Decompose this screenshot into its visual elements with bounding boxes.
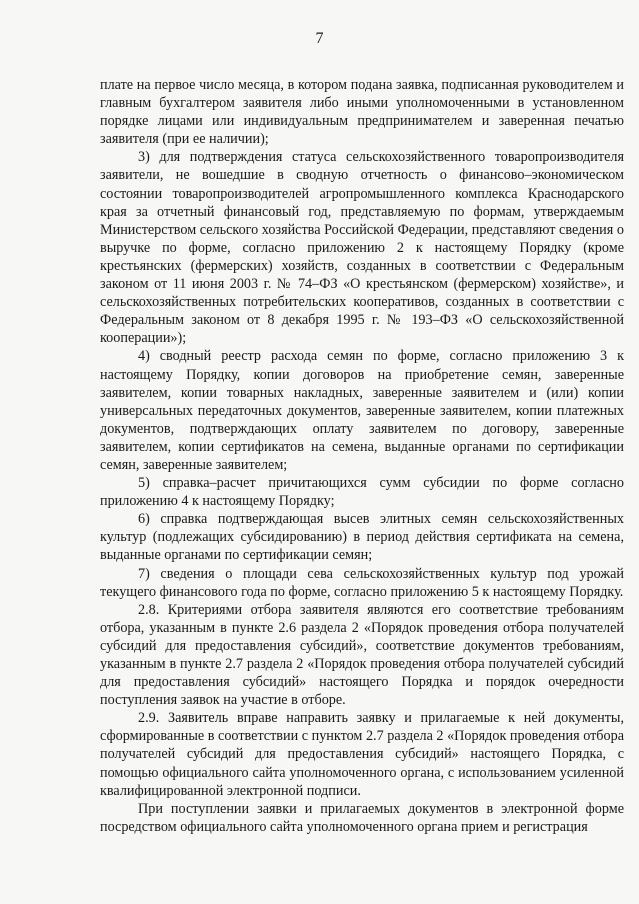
list-item-3: 3) для подтверждения статуса сельскохозяйственного товаропроизводителя заявители, не вошедшие в сводную отчетность о финансово–экономическом состоянии товаропроизводителей агропромышленного комплекса Краснодарского края за отчетный финансовый год, представляемую по формам, утверждаемым Министерством сельского хозяйства Российской Федерации, представляют сведения о выручке по форме, согласно приложению 2 к настоящему Порядку (кроме крестьянских (фермерских) хозяйств, созданных в соответствии с Федеральным законом от 11 июня 2003 г. № 74–ФЗ «О крестьянском (фермерском) хозяйстве», и сельскохозяйственных потребительских кооперативов, созданных в соответствии с Федеральным законом от 8 декабря 1995 г. № 193–ФЗ «О сельскохозяйственной кооперации»);: [100, 149, 624, 347]
page-number: 7: [315, 30, 324, 47]
paragraph-electronic-submission: При поступлении заявки и прилагаемых документов в электронной форме посредством официального сайта уполномоченного органа прием и регистрация: [100, 800, 624, 835]
list-item-6: 6) справка подтверждающая высев элитных семян сельскохозяйственных культур (подлежащих субсидированию) в период действия сертификата на семена, выданные органами по сертификации семян;: [100, 511, 624, 564]
document-body: [100, 76, 624, 836]
paragraph-continuation: плате на первое число месяца, в котором подана заявка, подписанная руководителем и главным бухгалтером заявителя либо иными уполномоченными в установленном порядке лицами или индивидуальным предпринимателем и заверенная печатью заявителя (при ее наличии);: [100, 77, 624, 148]
list-item-5: 5) справка–расчет причитающихся сумм субсидии по форме согласно приложению 4 к настоящему Порядку;: [100, 475, 624, 510]
clause-2-9: 2.9. Заявитель вправе направить заявку и прилагаемые к ней документы, сформированные в соответствии с пунктом 2.7 раздела 2 «Порядок проведения отбора получателей субсидий для предоставления субсидий» настоящего Порядка, с помощью официального сайта уполномоченного органа, с использованием усиленной квалифицированной электронной подписи.: [100, 710, 624, 799]
list-item-7: 7) сведения о площади сева сельскохозяйственных культур под урожай текущего финансового года по форме, согласно приложению 5 к настоящему Порядку.: [100, 565, 624, 600]
list-item-4: 4) сводный реестр расхода семян по форме, согласно приложению 3 к настоящему Порядку, копии договоров на приобретение семян, заверенные заявителем, копии товарных накладных, заверенные заявителем и (или) копии универсальных передаточных документов, заверенные заявителем, копии платежных документов, подтверждающих оплату заявителем по договору, заверенные заявителем, копии сертификатов на семена, выданные органами по сертификации семян, заверенные заявителем;: [100, 348, 624, 473]
clause-2-8: 2.8. Критериями отбора заявителя являются его соответствие требованиям отбора, указанным в пункте 2.6 раздела 2 «Порядок проведения отбора получателей субсидий для предоставления субсидий», соответствие документов требованиям, указанным в пункте 2.7 раздела 2 «Порядок проведения отбора получателей субсидий для предоставления субсидий» настоящего Порядка и порядок очередности поступления заявок на участие в отборе.: [100, 601, 624, 709]
